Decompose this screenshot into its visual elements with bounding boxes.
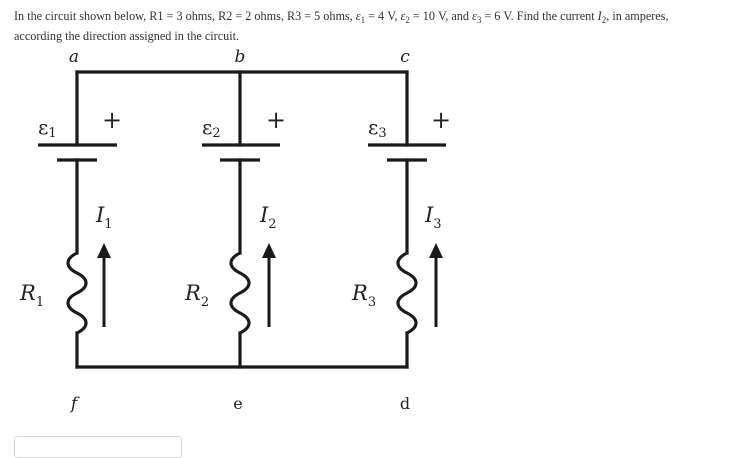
emf2-symbol: ε (400, 9, 406, 23)
node-e-label: e (233, 394, 243, 413)
node-c-label: c (400, 47, 410, 67)
node-d-label: d (399, 394, 411, 413)
current-i2-arrowhead (262, 243, 276, 258)
current-i1-label: $I_1$ (96, 203, 113, 232)
current-symbol: I (597, 9, 602, 23)
branch-1 (19, 72, 122, 367)
emf3-symbol: ε (472, 9, 477, 23)
emf3-plus-sign: + (430, 106, 452, 134)
resistor-r1-label: $R_1$ (20, 281, 45, 310)
node-f-label: f (70, 394, 78, 414)
emf2-plus-sign: + (265, 106, 287, 134)
branch-3 (351, 72, 451, 367)
resistor-r3 (398, 253, 416, 333)
emf1-symbol: ε (355, 9, 361, 23)
current-i3-label: $I_3$ (425, 203, 442, 232)
emf3-label: ε3 (368, 115, 387, 141)
resistor-r1 (68, 253, 86, 333)
answer-input[interactable] (14, 436, 182, 458)
node-a-label: a (68, 47, 80, 67)
problem-line-2: according the direction assigned in the circuit. (14, 29, 240, 43)
emf2-label: ε2 (202, 115, 221, 141)
current-i2-label: $I_2$ (260, 203, 277, 232)
resistor-r3-label: $R_3$ (352, 281, 377, 310)
resistor-r2-label: $R_2$ (185, 281, 210, 310)
problem-line-1: In the circuit shown below, R1 = 3 ohms, R2 = 2 ohms, R3 = 5 ohms, $\varepsilon_1 = 4$ V, $\varepsilon_2 = 10$ V, and $\varepsilon_3 = 6$ V. Find the current $I_2$, in amperes, (14, 9, 669, 25)
current-i1-arrowhead (97, 243, 111, 258)
resistor-r2 (231, 253, 249, 333)
branch-2 (184, 72, 286, 367)
emf1-plus-sign: + (101, 106, 123, 134)
emf1-label: ε1 (38, 115, 57, 141)
current-i3-arrowhead (429, 243, 443, 258)
node-b-label: b (234, 47, 246, 67)
